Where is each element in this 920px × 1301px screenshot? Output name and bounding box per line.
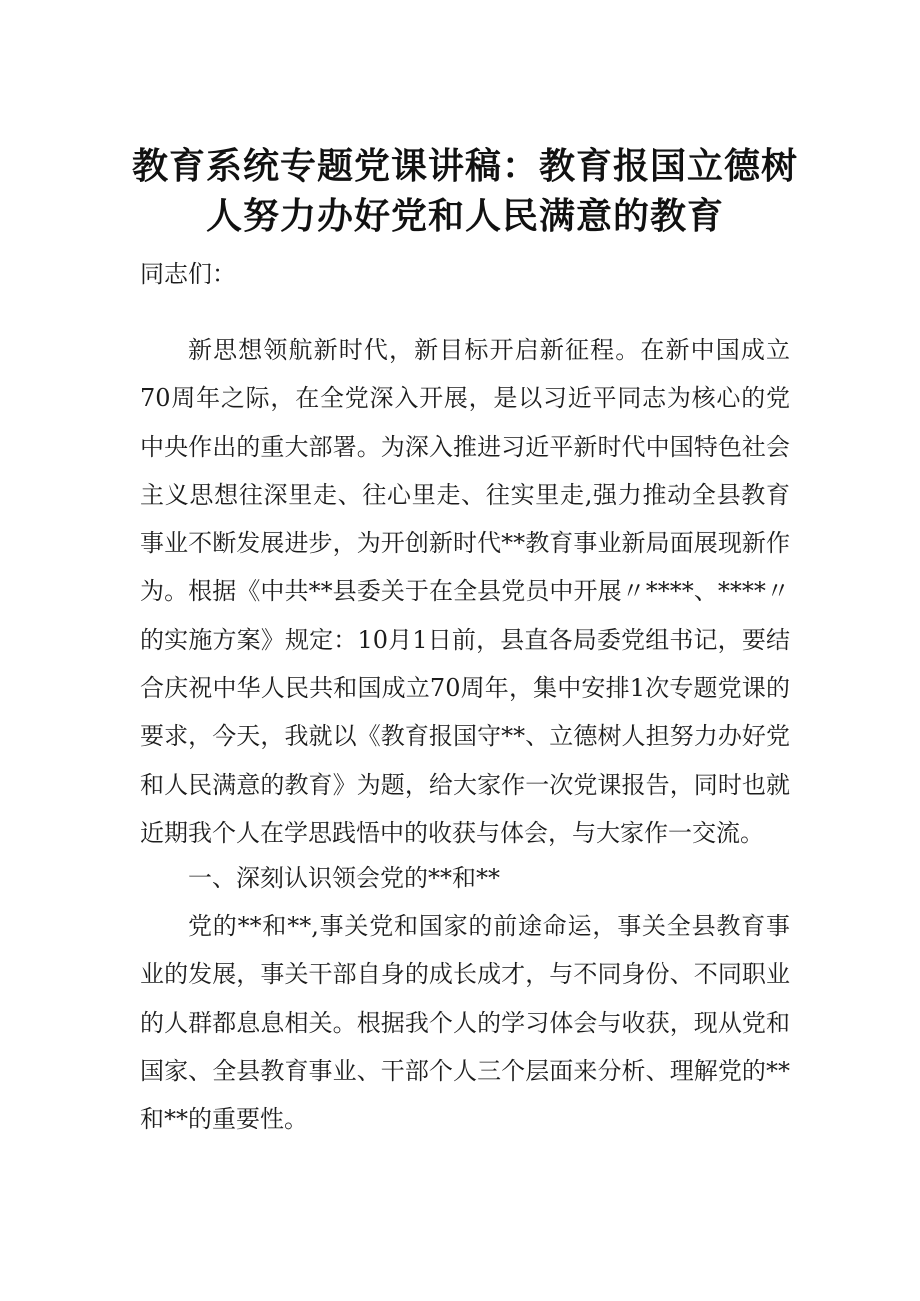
document-title-line-2: 人努力办好党和人民满意的教育 [205,196,724,237]
paragraph-section-1: 党的**和**,事关党和国家的前途命运，事关全县教育事业的发展，事关干部自身的成长成才，与不同身份、不同职业的人群都息息相关。根据我个人的学习体会与收获，现从党和国家、全县教育事业、干部个人三个层面来分析、理解党的**和**的重要性。 [140,912,790,1134]
section-heading-1: 一、深刻认识领会党的**和** [188,864,500,892]
salutation: 同志们： [140,260,236,288]
document-title-line-1: 教育系统专题党课讲稿：教育报国立德树 [131,146,798,187]
paragraph-intro: 新思想领航新时代，新目标开启新征程。在新中国成立70周年之际，在全党深入开展，是以习近平同志为核心的党中央作出的重大部署。为深入推进习近平新时代中国特色社会主义思想往深里走、往心里走、往实里走,强力推动全县教育事业不断发展进步，为开创新时代**教育事业新局面展现新作为。根据《中共**县委关于在全县党员中开展〃****、****〃的实施方案》规定：10月1日前，县直各局委党组书记，要结合庆祝中华人民共和国成立70周年，集中安排1次专题党课的要求，今天，我就以《教育报国守**、立德树人担努力办好党和人民满意的教育》为题，给大家作一次党课报告，同时也就近期我个人在学思践悟中的收获与体会，与大家作一交流。 [140,336,790,847]
